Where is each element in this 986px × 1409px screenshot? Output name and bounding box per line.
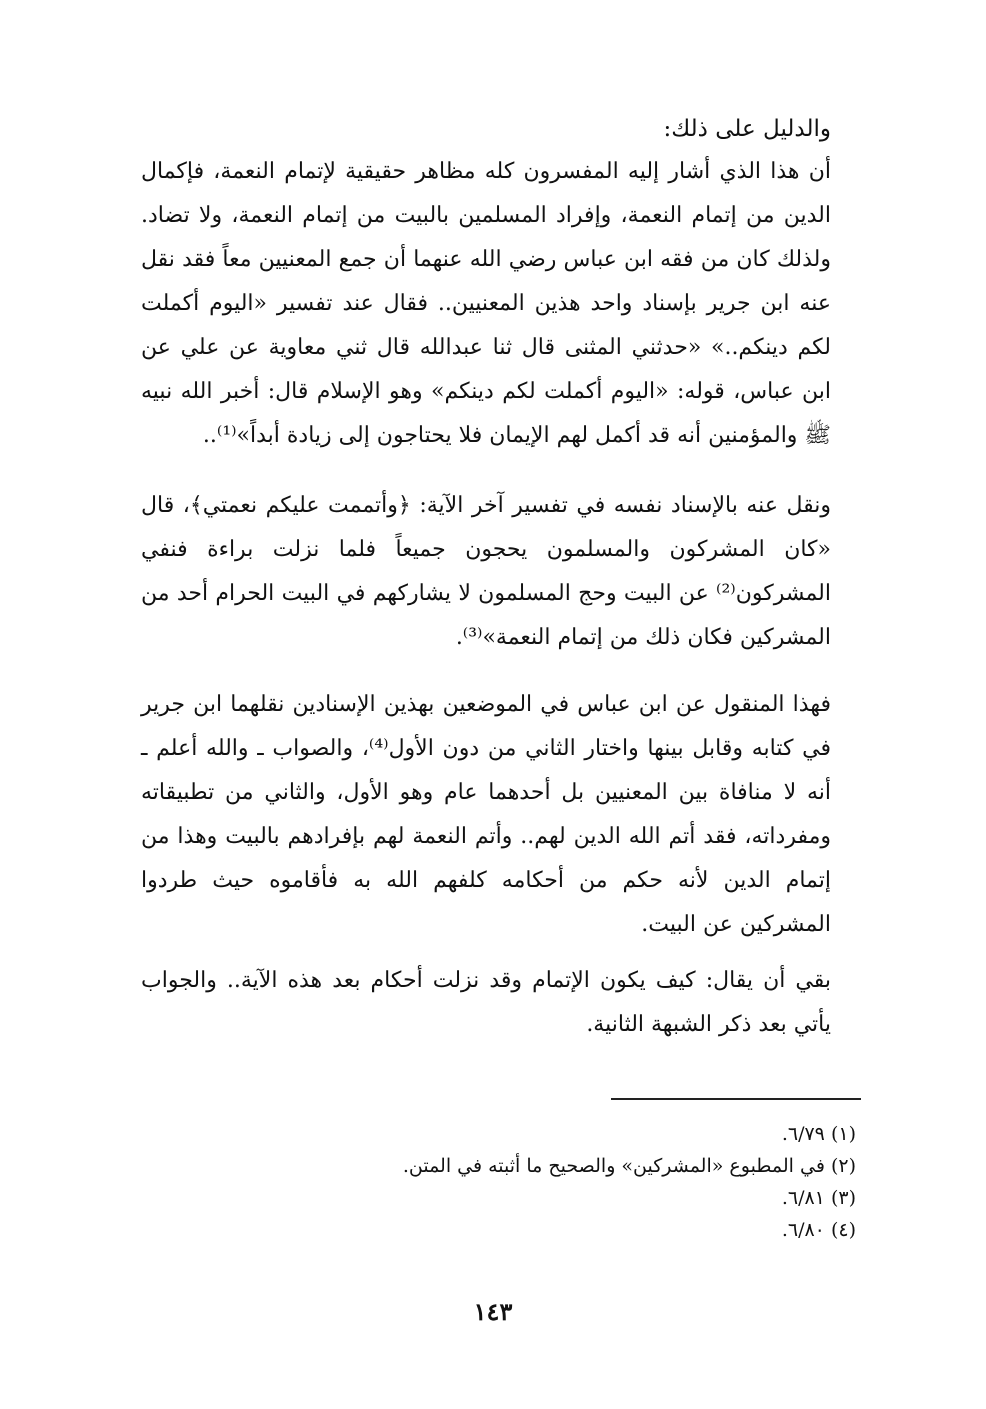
- paragraph-4: بقي أن يقال: كيف يكون الإتمام وقد نزلت أحكام بعد هذه الآية.. والجواب يأتي بعد ذكر الشبهة الثانية.: [141, 968, 831, 1037]
- footnote-4: (٤) ٦/٨٠.: [781, 1219, 856, 1241]
- paragraph-2: ونقل عنه بالإسناد نفسه في تفسير آخر الآية: ﴿وأتممت عليكم نعمتي﴾، قال «كان المشركون والمسلمون يحجون جميعاً فلما نزلت براءة فنفي المشركون⁽²⁾ عن البيت وحج المسلمون لا يشاركهم في البيت الحرام أحد من المشركين فكان ذلك من إتمام النعمة»⁽³⁾.: [141, 493, 831, 650]
- footnotes-list: [156, 1118, 856, 1246]
- page-number: ١٤٣: [473, 1297, 513, 1326]
- footnote-2: (٢) في المطبوع «المشركين» والصحيح ما أثبته في المتن.: [402, 1155, 856, 1177]
- footnote-3: (٣) ٦/٨١.: [781, 1187, 856, 1209]
- paragraph-3: فهذا المنقول عن ابن عباس في الموضعين بهذين الإسنادين نقلهما ابن جرير في كتابه وقابل بينها واختار الثاني من دون الأول⁽⁴⁾، والصواب ـ والله أعلم ـ أنه لا منافاة بين المعنيين بل أحدهما عام وهو الأول، والثاني من تطبيقاته ومفرداته، فقد أتم الله الدين لهم.. وأتم النعمة لهم بإفرادهم بالبيت وهذا من إتمام الدين لأنه حكم من أحكامه كلفهم الله به فأقاموه حيث طردوا المشركين عن البيت.: [141, 692, 832, 937]
- footnote-separator: [611, 1098, 861, 1100]
- footnote-1: (١) ٦/٧٩.: [781, 1123, 856, 1145]
- section-heading: والدليل على ذلك:: [663, 116, 831, 142]
- paragraph-1: أن هذا الذي أشار إليه المفسرون كله مظاهر حقيقية لإتمام النعمة، فإكمال الدين من إتمام النعمة، وإفراد المسلمين بالبيت من إتمام النعمة، ولا تضاد. ولذلك كان من فقه ابن عباس رضي الله عنهما أن جمع المعنيين معاً فقد نقل عنه ابن جرير بإسناد واحد هذين المعنيين.. فقال عند تفسير «اليوم أكملت لكم دينكم..» «حدثني المثنى قال ثنا عبدالله قال ثني معاوية عن علي عن ابن عباس، قوله: «اليوم أكملت لكم دينكم» وهو الإسلام قال: أخبر الله نبيه ﷺ والمؤمنين أنه قد أكمل لهم الإيمان فلا يحتاجون إلى زيادة أبداً»⁽¹⁾..: [141, 159, 831, 448]
